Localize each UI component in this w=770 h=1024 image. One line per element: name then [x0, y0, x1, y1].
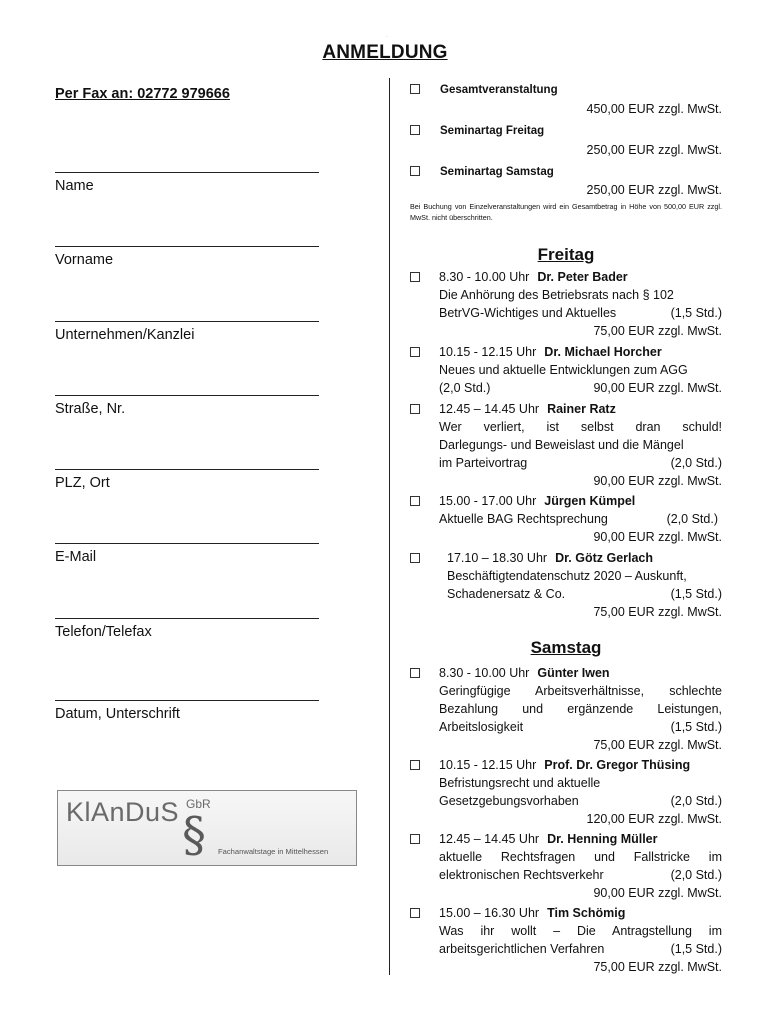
package-price: 250,00 EUR zzgl. MwSt.	[586, 143, 722, 157]
session-topic: Gesetzgebungsvorhaben	[439, 794, 579, 808]
session-speaker: Günter Iwen	[537, 666, 610, 680]
city-field[interactable]	[55, 469, 319, 491]
session-speaker: Jürgen Kümpel	[544, 494, 636, 508]
signature-line	[55, 395, 319, 396]
session-topic: Wer verliert, ist selbst dran schuld!	[439, 420, 722, 434]
session-time: 12.45 – 14.45 Uhr	[439, 402, 540, 416]
session-topic: Was ihr wollt – Die Antragstellung im	[439, 924, 722, 938]
checkbox-seminartag-freitag[interactable]	[410, 125, 420, 135]
session-price: 90,00 EUR zzgl. MwSt.	[593, 381, 722, 395]
session-speaker: Prof. Dr. Gregor Thüsing	[544, 758, 691, 772]
signature-line	[55, 618, 319, 619]
session-speaker: Dr. Götz Gerlach	[555, 551, 654, 565]
session-hours: (1,5 Std.)	[670, 942, 722, 956]
session-time: 15.00 - 17.00 Uhr	[439, 494, 537, 508]
session-hours: (1,5 Std.)	[670, 306, 722, 320]
field-label: Datum, Unterschrift	[55, 706, 180, 722]
vorname-field[interactable]	[55, 246, 319, 268]
session-topic: im Parteivortrag	[439, 456, 528, 470]
session-topic: Die Anhörung des Betriebsrats nach § 102	[439, 288, 674, 302]
field-label: Telefon/Telefax	[55, 624, 152, 640]
friday-heading: Freitag	[537, 245, 595, 264]
field-label: Unternehmen/Kanzlei	[55, 327, 195, 343]
signature-line	[55, 543, 319, 544]
session-time: 10.15 - 12.15 Uhr	[439, 345, 537, 359]
field-label: Straße, Nr.	[55, 401, 126, 417]
session-price: 90,00 EUR zzgl. MwSt.	[593, 474, 722, 488]
column-divider	[389, 78, 390, 975]
fax-number: Per Fax an: 02772 979666	[55, 86, 230, 102]
session-topic: elektronischen Rechtsverkehr	[439, 868, 604, 882]
session-hours: (2,0 Std.)	[439, 381, 491, 395]
session-price: 75,00 EUR zzgl. MwSt.	[593, 960, 722, 974]
package-price: 250,00 EUR zzgl. MwSt.	[586, 183, 722, 197]
name-field[interactable]	[55, 172, 319, 194]
session-checkbox[interactable]	[410, 272, 420, 282]
session-checkbox[interactable]	[410, 347, 420, 357]
signature-line	[55, 321, 319, 322]
logo-name: KlAnDuS	[66, 797, 180, 827]
session-time: 10.15 - 12.15 Uhr	[439, 758, 537, 772]
klandus-logo	[57, 790, 357, 866]
session-hours: (1,5 Std.)	[670, 720, 722, 734]
session-topic: Geringfügige Arbeitsverhältnisse, schlechte	[439, 684, 722, 698]
session-price: 120,00 EUR zzgl. MwSt.	[586, 812, 722, 826]
package-price: 450,00 EUR zzgl. MwSt.	[586, 102, 722, 116]
session-speaker: Dr. Henning Müller	[547, 832, 658, 846]
session-hours: (2,0 Std.)	[670, 794, 722, 808]
email-field[interactable]	[55, 543, 319, 565]
session-speaker: Dr. Michael Horcher	[544, 345, 662, 359]
package-title: Seminartag Samstag	[440, 166, 554, 178]
session-topic: Neues und aktuelle Entwicklungen zum AGG	[439, 363, 688, 377]
session-topic: Darlegungs- und Beweislast und die Mängel	[439, 438, 684, 452]
session-speaker: Rainer Ratz	[547, 402, 616, 416]
checkbox-seminartag-samstag[interactable]	[410, 166, 420, 176]
session-checkbox[interactable]	[410, 496, 420, 506]
session-checkbox[interactable]	[410, 834, 420, 844]
session-price: 90,00 EUR zzgl. MwSt.	[593, 530, 722, 544]
date-signature-field[interactable]	[55, 700, 319, 722]
session-price: 90,00 EUR zzgl. MwSt.	[593, 886, 722, 900]
company-field[interactable]	[55, 321, 319, 343]
session-checkbox[interactable]	[410, 404, 420, 414]
session-speaker: Tim Schömig	[547, 906, 626, 920]
paragraph-icon: §	[182, 807, 206, 863]
session-topic: Beschäftigtendatenschutz 2020 – Auskunft,	[447, 569, 687, 583]
session-topic: Schadenersatz & Co.	[447, 587, 566, 601]
session-hours: (2,0 Std.)	[670, 456, 722, 470]
session-checkbox[interactable]	[410, 553, 420, 563]
session-topic: aktuelle Rechtsfragen und Fallstricke im	[439, 850, 722, 864]
session-time: 8.30 - 10.00 Uhr	[439, 666, 530, 680]
session-topic: Aktuelle BAG Rechtsprechung	[439, 512, 608, 526]
phone-field[interactable]	[55, 618, 319, 640]
session-price: 75,00 EUR zzgl. MwSt.	[593, 324, 722, 338]
session-checkbox[interactable]	[410, 760, 420, 770]
signature-line	[55, 469, 319, 470]
page-dot: ·	[386, 34, 388, 40]
signature-line	[55, 246, 319, 247]
session-topic: Bezahlung und ergänzende Leistungen,	[439, 702, 722, 716]
session-time: 17.10 – 18.30 Uhr	[447, 551, 548, 565]
session-checkbox[interactable]	[410, 908, 420, 918]
checkbox-gesamtveranstaltung[interactable]	[410, 84, 420, 94]
session-hours: (2,0 Std.)	[670, 868, 722, 882]
session-topic: Befristungsrecht und aktuelle	[439, 776, 601, 790]
session-hours: (2,0 Std.)	[666, 512, 718, 526]
street-field[interactable]	[55, 395, 319, 417]
session-time: 12.45 – 14.45 Uhr	[439, 832, 540, 846]
session-topic: arbeitsgerichtlichen Verfahren	[439, 942, 605, 956]
session-hours: (1,5 Std.)	[670, 587, 722, 601]
field-label: E-Mail	[55, 549, 97, 565]
session-topic: Arbeitslosigkeit	[439, 720, 524, 734]
page-title: ANMELDUNG	[322, 42, 448, 63]
package-title: Seminartag Freitag	[440, 125, 545, 137]
field-label: Name	[55, 178, 94, 194]
package-title: Gesamtveranstaltung	[440, 84, 558, 96]
field-label: PLZ, Ort	[55, 475, 110, 491]
session-price: 75,00 EUR zzgl. MwSt.	[593, 605, 722, 619]
logo-subtitle: Fachanwaltstage in Mittelhessen	[218, 847, 329, 856]
session-checkbox[interactable]	[410, 668, 420, 678]
session-topic: BetrVG-Wichtiges und Aktuelles	[439, 306, 617, 320]
session-speaker: Dr. Peter Bader	[537, 270, 628, 284]
field-label: Vorname	[55, 252, 114, 268]
session-price: 75,00 EUR zzgl. MwSt.	[593, 738, 722, 752]
booking-note: Bei Buchung von Einzelveranstaltungen wird ein Gesamtbetrag in Höhe von 500,00 EUR zzgl. MwSt. nicht überschritten.	[410, 202, 722, 222]
logo-gbr: GbR	[186, 797, 211, 811]
session-time: 15.00 – 16.30 Uhr	[439, 906, 540, 920]
session-time: 8.30 - 10.00 Uhr	[439, 270, 530, 284]
signature-line	[55, 172, 319, 173]
signature-line	[55, 700, 319, 701]
saturday-heading: Samstag	[530, 638, 602, 657]
